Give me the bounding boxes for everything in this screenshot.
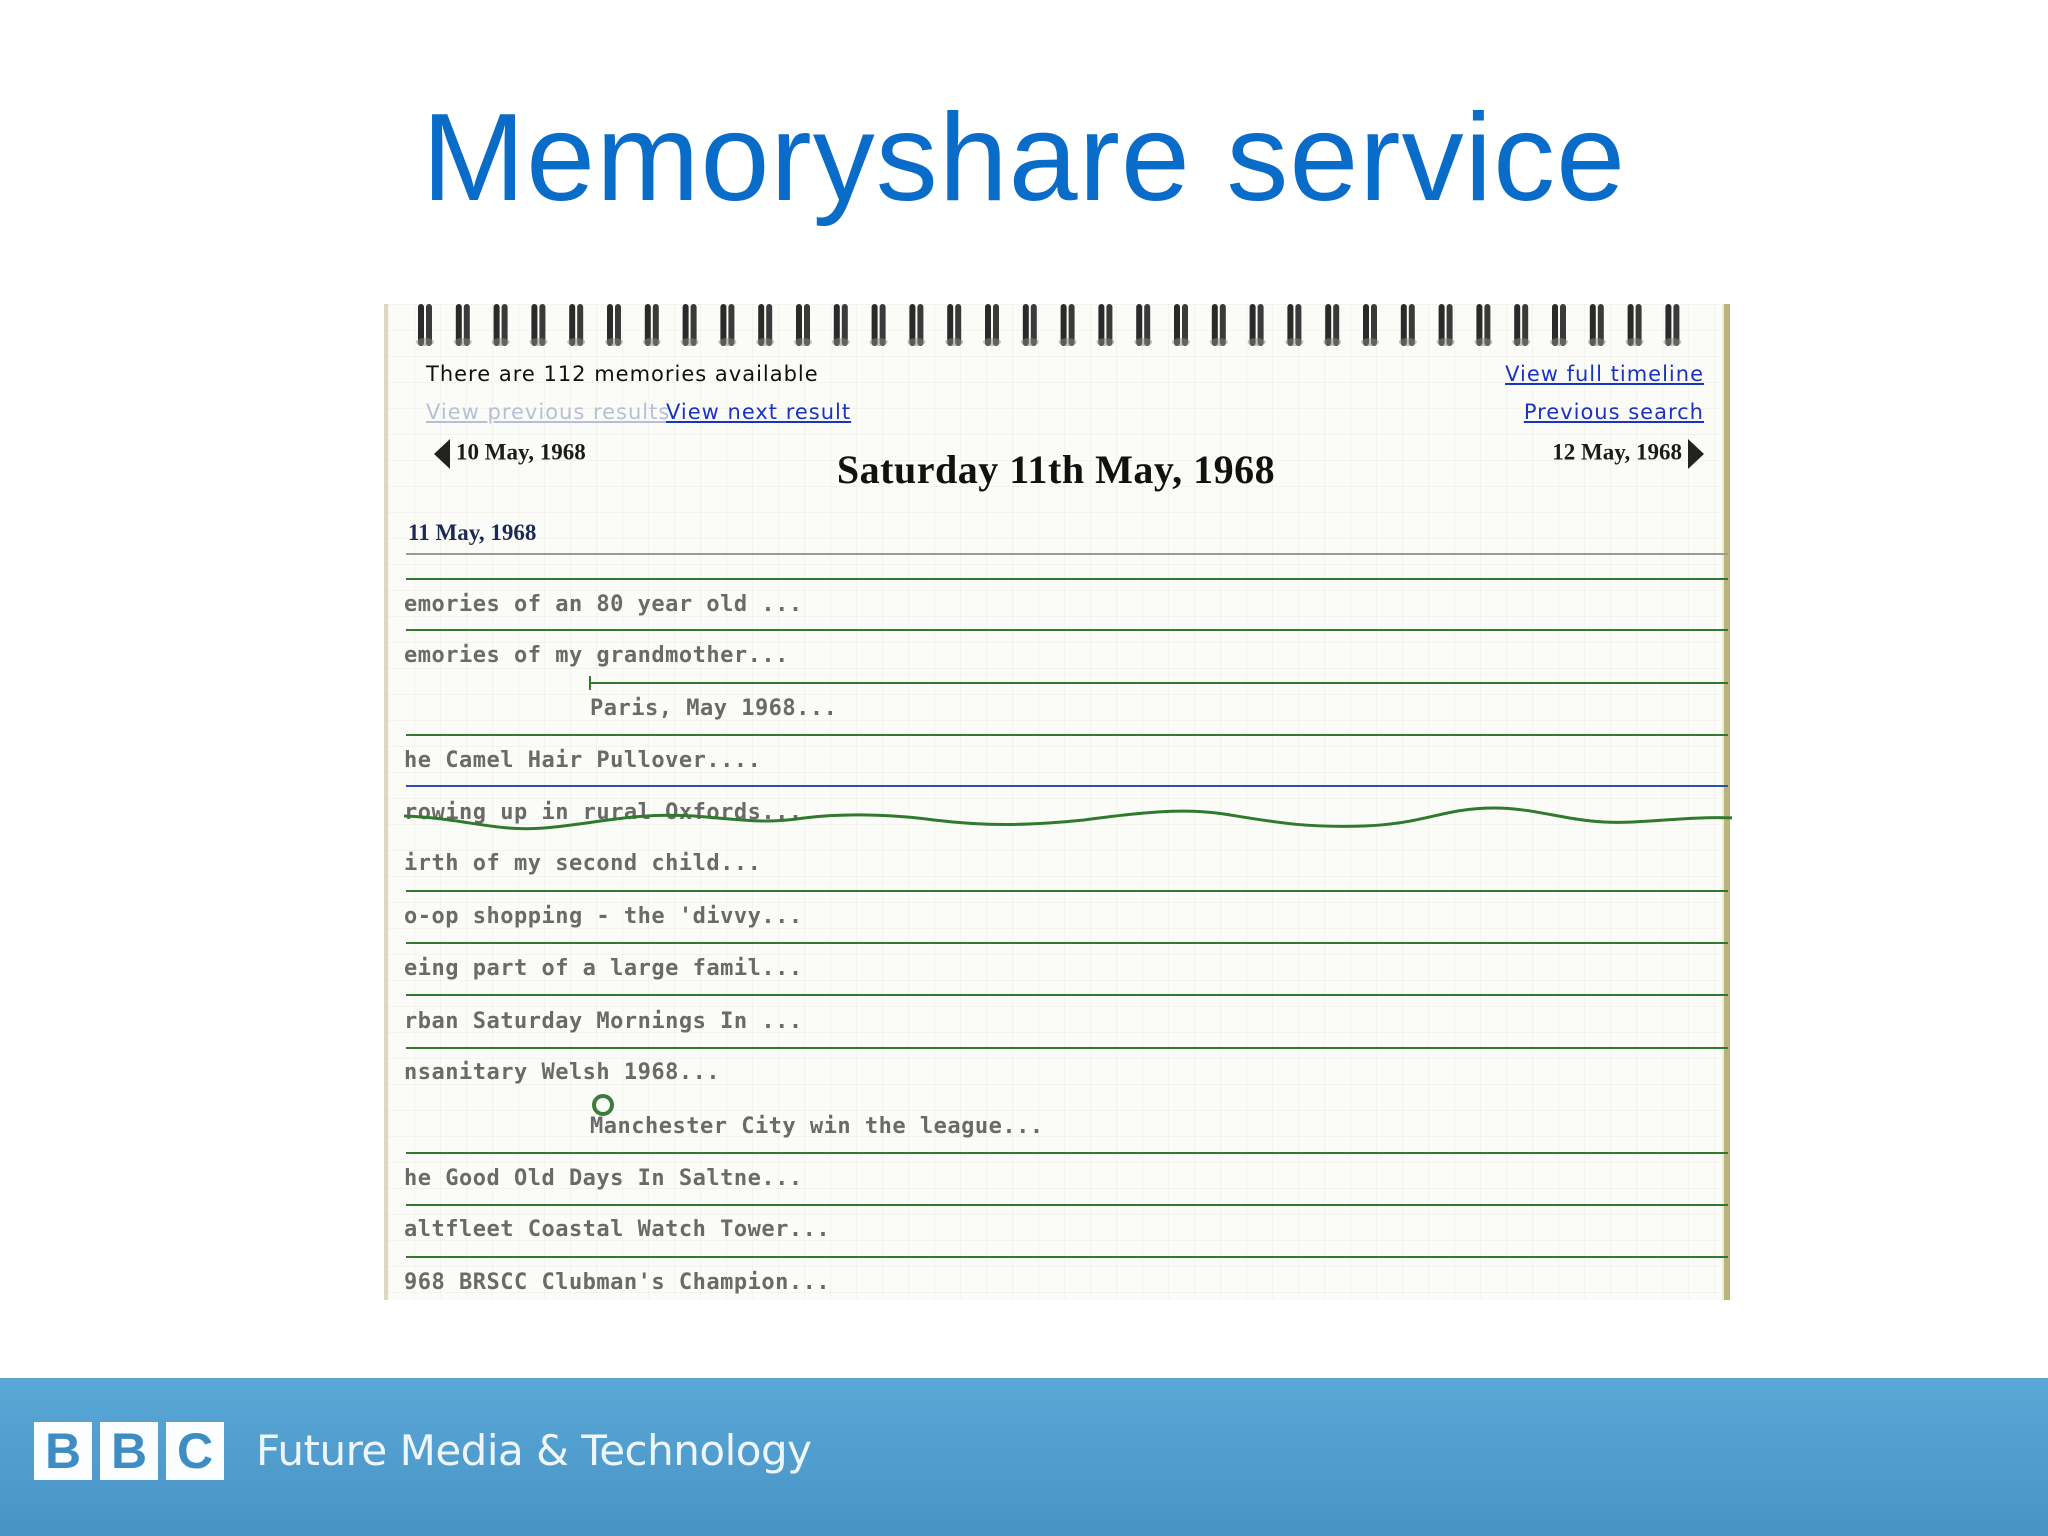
memory-item[interactable]: irth of my second child...: [404, 851, 762, 876]
timeline-line: [406, 1204, 1728, 1206]
memory-item[interactable]: nsanitary Welsh 1968...: [404, 1060, 721, 1085]
view-full-timeline-link[interactable]: View full timeline: [1505, 362, 1704, 386]
bbc-logo-block: C: [166, 1422, 224, 1480]
memory-item[interactable]: o-op shopping - the 'divvy...: [404, 904, 803, 929]
memory-item[interactable]: rowing up in rural Oxfords...: [404, 800, 803, 825]
memory-item[interactable]: emories of an 80 year old ...: [404, 592, 803, 617]
timeline-line-selected: [406, 785, 1728, 787]
timeline-wave: [404, 798, 1732, 838]
memory-item[interactable]: he Good Old Days In Saltne...: [404, 1166, 803, 1191]
timeline-line: [406, 994, 1728, 996]
timeline-line: [590, 682, 1728, 684]
notebook-page: [384, 304, 1730, 1300]
memory-item[interactable]: he Camel Hair Pullover....: [404, 748, 762, 773]
timeline-line: [406, 734, 1728, 736]
view-previous-results-link[interactable]: View previous results: [426, 400, 671, 424]
timeline-line: [406, 1152, 1728, 1154]
memory-item[interactable]: altfleet Coastal Watch Tower...: [404, 1217, 831, 1242]
bbc-logo: [34, 1422, 224, 1480]
memory-item[interactable]: eing part of a large famil...: [404, 956, 803, 981]
slide-title: Memoryshare service: [421, 89, 1627, 227]
bbc-logo-block: B: [100, 1422, 158, 1480]
timeline-line: [406, 578, 1728, 580]
memoryshare-notebook: [372, 284, 1732, 1300]
memory-count: There are 112 memories available: [426, 362, 819, 386]
timeline-line: [406, 942, 1728, 944]
timeline-line: [406, 890, 1728, 892]
memory-item[interactable]: emories of my grandmother...: [404, 643, 789, 668]
footer-tagline: Future Media & Technology: [256, 1426, 812, 1475]
previous-day-label: 10 May, 1968: [456, 439, 586, 465]
view-next-result-link[interactable]: View next result: [666, 400, 852, 424]
timeline-line: [406, 1256, 1728, 1258]
next-day-label: 12 May, 1968: [1552, 439, 1682, 465]
previous-search-link[interactable]: Previous search: [1523, 400, 1704, 424]
timeline-line: [406, 629, 1728, 631]
arrow-right-icon: [1688, 439, 1704, 469]
day-divider: [406, 553, 1728, 555]
next-day-nav[interactable]: [1552, 439, 1704, 469]
day-label: 11 May, 1968: [408, 520, 537, 545]
memory-item[interactable]: rban Saturday Mornings In ...: [404, 1009, 803, 1034]
footer-bar: [0, 1378, 2048, 1536]
memory-item[interactable]: Manchester City win the league...: [590, 1114, 1044, 1139]
spiral-binding: [372, 284, 1732, 354]
bbc-logo-block: B: [34, 1422, 92, 1480]
memory-marker-icon: [592, 1094, 614, 1116]
current-date-heading: Saturday 11th May, 1968: [836, 447, 1276, 492]
timeline-line: [406, 1047, 1728, 1049]
memory-item[interactable]: Paris, May 1968...: [590, 696, 838, 721]
memory-item[interactable]: 968 BRSCC Clubman's Champion...: [404, 1270, 831, 1295]
